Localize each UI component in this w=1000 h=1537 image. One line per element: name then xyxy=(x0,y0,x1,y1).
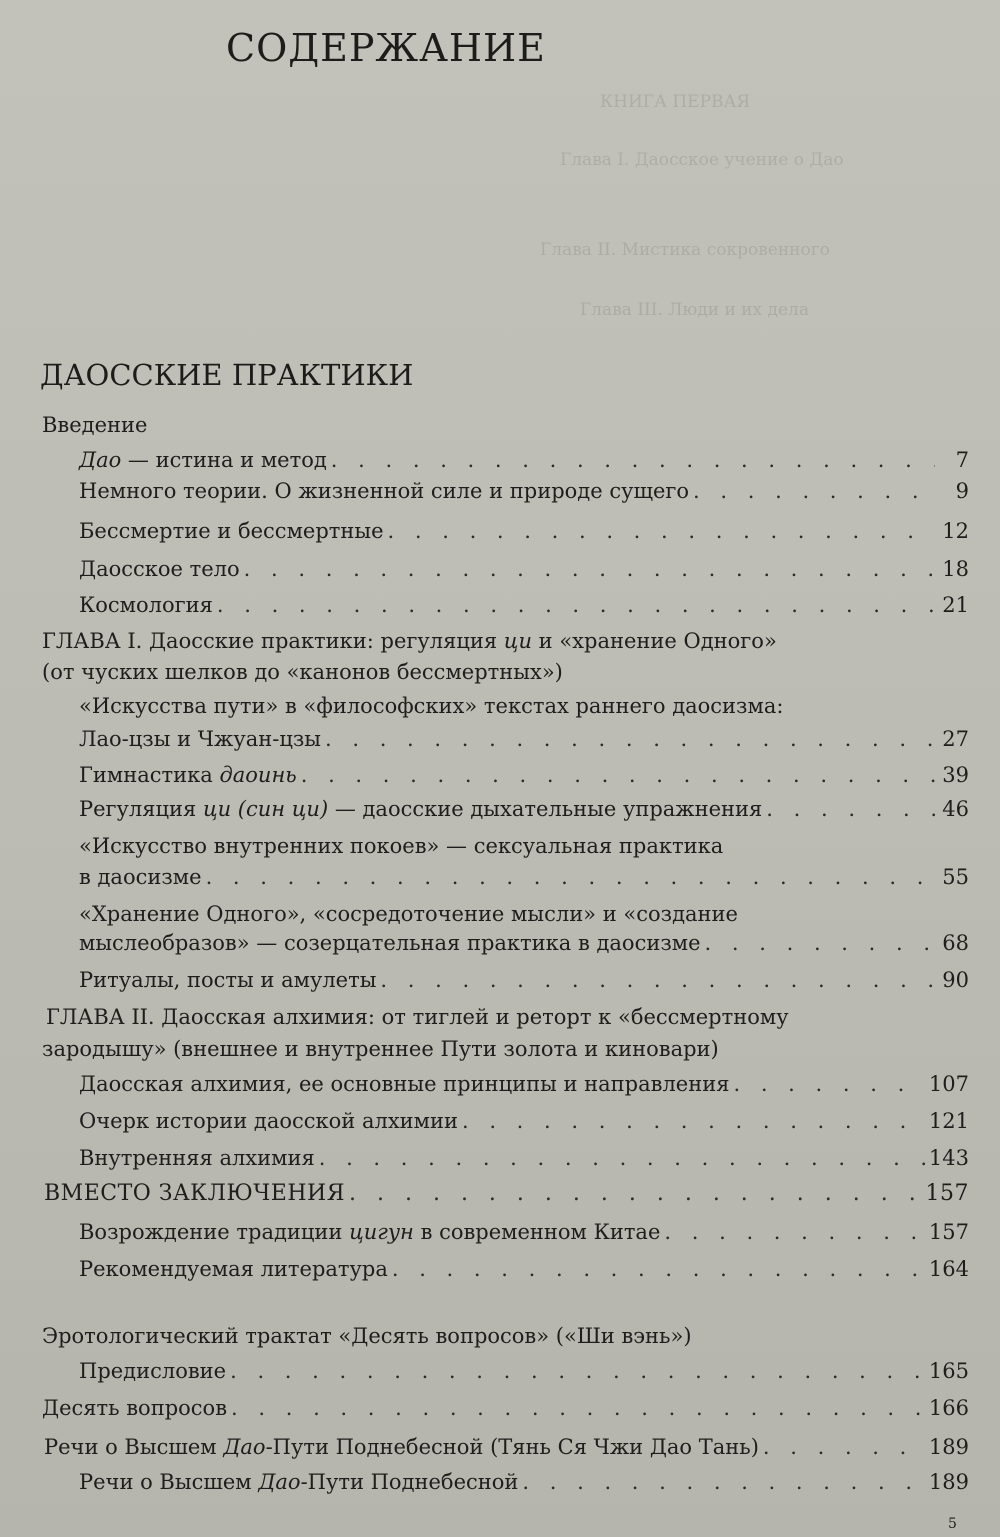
page-footer-mark: 5 xyxy=(948,1516,957,1532)
toc-entry-title: Внутренняя алхимия xyxy=(79,1146,315,1170)
dot-leader xyxy=(231,1395,925,1421)
page-number: 21 xyxy=(942,593,969,617)
conclusion-heading: ВМЕСТО ЗАКЛЮЧЕНИЯ xyxy=(44,1181,345,1206)
toc-entry-title: Десять вопросов xyxy=(42,1396,228,1420)
page-number: 189 xyxy=(928,1435,969,1459)
toc-entry-title: Дао — истина и метод xyxy=(79,448,327,472)
toc-entry[interactable] xyxy=(79,1256,969,1282)
toc-entry-title: Бессмертие и бессмертные xyxy=(79,519,384,543)
toc-entry-title: Немного теории. О жизненной силе и природе сущего xyxy=(79,479,690,503)
toc-entry-title: Предисловие xyxy=(79,1359,227,1383)
dot-leader xyxy=(230,1358,925,1384)
page-number: 164 xyxy=(928,1257,969,1281)
toc-entry[interactable] xyxy=(79,1145,969,1171)
dot-leader xyxy=(705,930,935,956)
dot-leader xyxy=(349,1181,922,1207)
chapter-1-subtitle: (от чуских шелков до «канонов бессмертных») xyxy=(42,660,563,684)
show-through-text: КНИГА ПЕРВАЯ xyxy=(600,92,751,112)
dot-leader xyxy=(522,1469,925,1495)
toc-entry[interactable] xyxy=(79,592,969,618)
page-number: 157 xyxy=(925,1181,969,1206)
chapter-1-heading: ГЛАВА I. Даосские практики: регуляция ци и «хранение Одного» xyxy=(42,629,777,653)
page-number: 9 xyxy=(955,479,969,503)
toc-entry-title: Даосская алхимия, ее основные принципы и направления xyxy=(79,1072,730,1096)
page-number: 55 xyxy=(942,865,969,889)
toc-entry-title: Возрождение традиции цигун в современном Китае xyxy=(79,1220,661,1244)
page-title: СОДЕРЖАНИЕ xyxy=(226,26,546,70)
page-number: 166 xyxy=(928,1396,969,1420)
toc-entry[interactable] xyxy=(79,967,969,993)
page-number: 46 xyxy=(942,797,969,821)
toc-entry-title: Ритуалы, посты и амулеты xyxy=(79,968,377,992)
page-number: 39 xyxy=(942,763,969,787)
show-through-text: Глава I. Даосское учение о Дао xyxy=(560,150,844,170)
dot-leader xyxy=(380,967,935,993)
toc-entry[interactable] xyxy=(44,1434,969,1460)
toc-entry[interactable] xyxy=(79,478,969,504)
toc-entry[interactable] xyxy=(79,1469,969,1495)
toc-entry-title: мыслеобразов» — созерцательная практика в даосизме xyxy=(79,931,701,955)
dot-leader xyxy=(388,518,935,544)
page-number: 189 xyxy=(928,1470,969,1494)
toc-entry[interactable] xyxy=(79,1071,969,1097)
toc-entry[interactable] xyxy=(79,762,969,788)
treatise-heading: Эротологический трактат «Десять вопросов» («Ши вэнь») xyxy=(42,1324,692,1348)
dot-leader xyxy=(763,1434,925,1460)
page-number: 143 xyxy=(928,1146,969,1170)
toc-entry-title: Гимнастика даоинь xyxy=(79,763,297,787)
conclusion-entry[interactable] xyxy=(44,1181,969,1207)
toc-entry[interactable] xyxy=(79,556,969,582)
toc-entry[interactable] xyxy=(42,1395,969,1421)
toc-entry-title: Лао-цзы и Чжуан-цзы xyxy=(79,727,321,751)
dot-leader xyxy=(392,1256,925,1282)
page-number: 68 xyxy=(942,931,969,955)
toc-entry-title: «Искусство внутренних покоев» — сексуальная практика xyxy=(79,834,724,858)
toc-entry-title: Рекомендуемая литература xyxy=(79,1257,388,1281)
dot-leader xyxy=(301,762,935,788)
dot-leader xyxy=(319,1145,925,1171)
show-through-text: Глава III. Люди и их дела xyxy=(580,300,809,320)
toc-entry[interactable] xyxy=(79,447,969,473)
dot-leader xyxy=(664,1219,925,1245)
dot-leader xyxy=(217,592,935,618)
toc-entry[interactable] xyxy=(79,1108,969,1134)
dot-leader xyxy=(331,447,935,473)
toc-entry-title: Очерк истории даосской алхимии xyxy=(79,1109,458,1133)
toc-entry-title: в даосизме xyxy=(79,865,202,889)
dot-leader xyxy=(462,1108,925,1134)
page-number: 90 xyxy=(942,968,969,992)
toc-entry-title: Даосское тело xyxy=(79,557,240,581)
dot-leader xyxy=(206,864,935,890)
page-number: 18 xyxy=(942,557,969,581)
dot-leader xyxy=(244,556,935,582)
toc-entry-title: Регуляция ци (син ци) — даосские дыхательные упражнения xyxy=(79,797,763,821)
toc-entry-title: Речи о Высшем Дао-Пути Поднебесной xyxy=(79,1470,519,1494)
dot-leader xyxy=(693,478,935,504)
chapter-2-subtitle: зародышу» (внешнее и внутреннее Пути золота и киновари) xyxy=(42,1037,719,1061)
page-number: 27 xyxy=(942,727,969,751)
toc-entry[interactable] xyxy=(79,518,969,544)
dot-leader xyxy=(766,796,935,822)
page-number: 7 xyxy=(955,448,969,472)
toc-entry-title: «Искусства пути» в «философских» текстах раннего даосизма: xyxy=(79,694,784,718)
toc-entry-title: Космология xyxy=(79,593,213,617)
toc-entry[interactable] xyxy=(79,796,969,822)
page-number: 107 xyxy=(928,1072,969,1096)
dot-leader xyxy=(733,1071,924,1097)
show-through-text: Глава II. Мистика сокровенного xyxy=(540,240,830,260)
page-number: 157 xyxy=(928,1220,969,1244)
toc-entry[interactable] xyxy=(79,726,969,752)
chapter-2-heading: ГЛАВА II. Даосская алхимия: от тиглей и реторт к «бессмертному xyxy=(46,1005,789,1029)
toc-entry[interactable] xyxy=(79,1358,969,1384)
toc-entry[interactable] xyxy=(79,864,969,890)
toc-entry-title: Речи о Высшем Дао-Пути Поднебесной (Тянь Ся Чжи Дао Тань) xyxy=(44,1435,759,1459)
toc-entry-title: «Хранение Одного», «сосредоточение мысли» и «создание xyxy=(79,902,738,926)
page-number: 165 xyxy=(928,1359,969,1383)
toc-entry[interactable] xyxy=(79,930,969,956)
page-number: 12 xyxy=(942,519,969,543)
toc-entry[interactable] xyxy=(79,1219,969,1245)
page-number: 121 xyxy=(928,1109,969,1133)
intro-label: Введение xyxy=(42,413,148,437)
section-title: ДАОССКИЕ ПРАКТИКИ xyxy=(40,358,414,392)
dot-leader xyxy=(325,726,935,752)
